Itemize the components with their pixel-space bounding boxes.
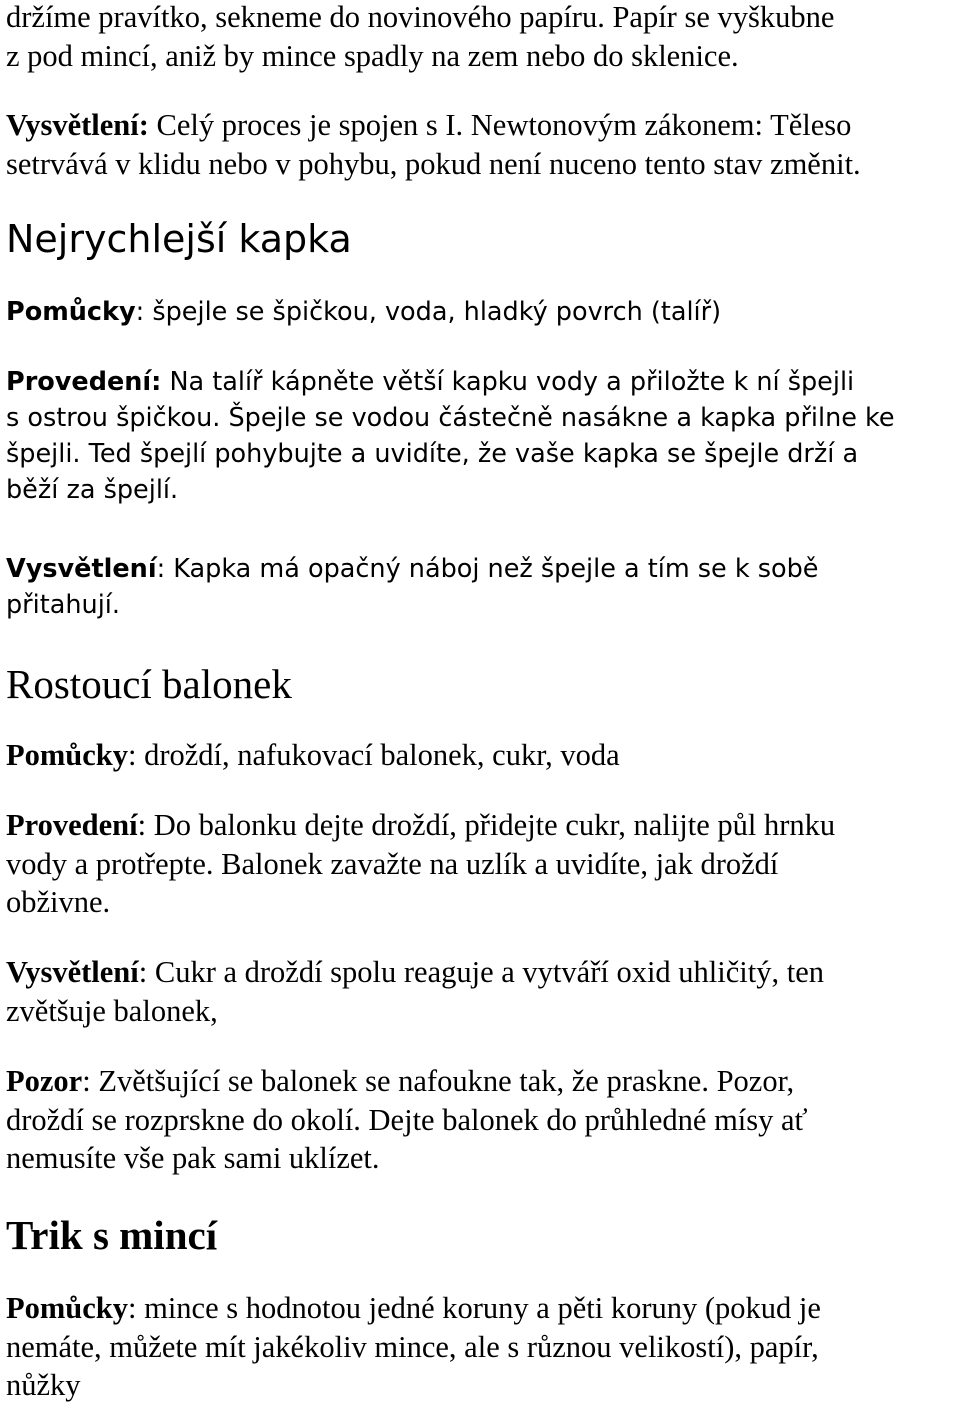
procedure-text: vody a protřepte. Balonek zavažte na uzlík a uvidíte, jak droždí — [6, 846, 779, 881]
tools-label: Pomůcky — [6, 738, 128, 772]
tools-label: Pomůcky — [6, 297, 136, 327]
procedure-paragraph — [6, 364, 895, 508]
procedure-paragraph — [6, 806, 835, 922]
explanation-text: : Kapka má opačný náboj než špejle a tím se k sobě — [156, 554, 819, 584]
warning-paragraph — [6, 1062, 808, 1178]
tools-label: Pomůcky — [6, 1291, 128, 1325]
warning-text: : Zvětšující se balonek se nafoukne tak, že praskne. Pozor, — [82, 1064, 795, 1098]
procedure-label: Provedení: — [6, 367, 162, 397]
explanation-paragraph — [6, 551, 818, 623]
section-heading-rostouci-balonek: Rostoucí balonek — [6, 661, 292, 707]
explanation-text: Celý proces je spojen s I. Newtonovým zákonem: Těleso — [148, 108, 852, 142]
warning-text: droždí se rozprskne do okolí. Dejte balonek do průhledné mísy ať — [6, 1102, 808, 1137]
explanation-label: Vysvětlení: — [6, 108, 149, 142]
explanation-paragraph — [6, 953, 824, 1030]
procedure-text: Na talíř kápněte větší kapku vody a přiložte k ní špejli — [161, 367, 855, 397]
tools-text: : mince s hodnotou jedné koruny a pěti koruny (pokud je — [128, 1291, 821, 1325]
intro-paragraph — [6, 0, 834, 75]
procedure-label: Provedení — [6, 808, 138, 842]
tools-text: : droždí, nafukovací balonek, cukr, voda — [128, 738, 620, 772]
intro-line: z pod mincí, aniž by mince spadly na zem nebo do sklenice. — [6, 38, 739, 73]
tools-paragraph — [6, 1289, 821, 1405]
explanation-text: : Cukr a droždí spolu reaguje a vytváří oxid uhličitý, ten — [138, 955, 824, 989]
tools-text: : špejle se špičkou, voda, hladký povrch (talíř) — [135, 297, 722, 327]
tools-paragraph — [6, 294, 721, 330]
intro-explanation-paragraph — [6, 106, 861, 183]
procedure-text: : Do balonku dejte droždí, přidejte cukr, nalijte půl hrnku — [137, 808, 836, 842]
warning-text: nemusíte vše pak sami uklízet. — [6, 1141, 380, 1175]
tools-text: nemáte, můžete mít jakékoliv mince, ale s různou velikostí), papír, — [6, 1329, 819, 1364]
explanation-text: zvětšuje balonek, — [6, 993, 218, 1028]
warning-label: Pozor — [6, 1064, 83, 1098]
procedure-text: obživne. — [6, 885, 111, 919]
tools-paragraph — [6, 736, 620, 775]
tools-text: nůžky — [6, 1368, 81, 1402]
procedure-text: běží za špejlí. — [6, 475, 179, 505]
explanation-label: Vysvětlení — [6, 554, 157, 584]
section-heading-nejrychlejsi-kapka: Nejrychlejší kapka — [6, 217, 352, 261]
section-heading-trik-s-minci: Trik s mincí — [6, 1212, 218, 1258]
procedure-text: špejli. Ted špejlí pohybujte a uvidíte, že vaše kapka se špejle drží a — [6, 439, 859, 469]
intro-line: držíme pravítko, sekneme do novinového papíru. Papír se vyškubne — [6, 0, 835, 34]
procedure-text: s ostrou špičkou. Špejle se vodou částečně nasákne a kapka přilne ke — [6, 403, 895, 433]
explanation-label: Vysvětlení — [6, 955, 139, 989]
explanation-text: setrvává v klidu nebo v pohybu, pokud není nuceno tento stav změnit. — [6, 146, 861, 181]
explanation-text: přitahují. — [6, 590, 120, 620]
